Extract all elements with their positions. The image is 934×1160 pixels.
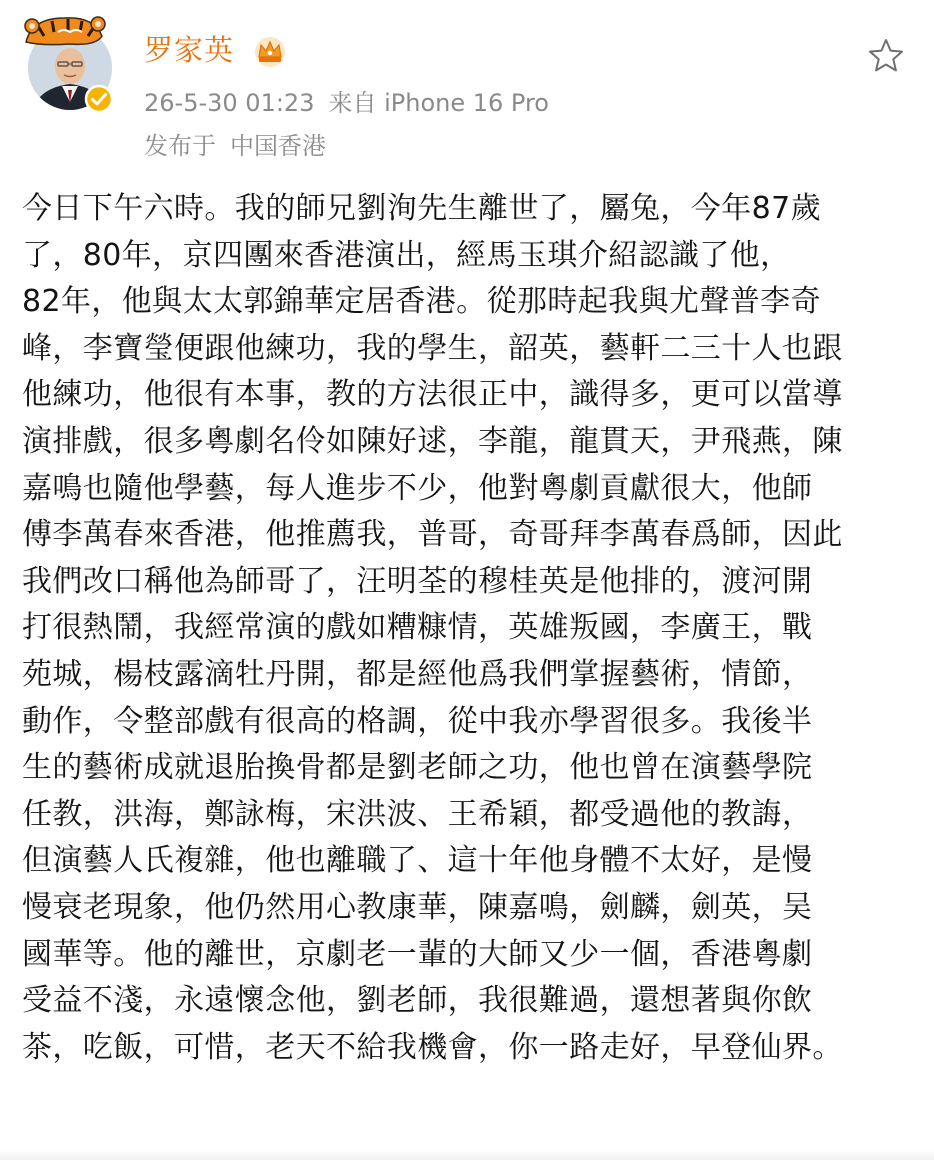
bottom-edge bbox=[0, 1150, 934, 1160]
timestamp: 26-5-30 01:23 bbox=[144, 89, 315, 117]
post-text-line: 嘉鳴也隨他學藝，每人進步不少，他對粵劇貢獻很大，他師 bbox=[22, 470, 813, 506]
post-text-line: 傅李萬春來香港，他推薦我，普哥，奇哥拜李萬春爲師，因此 bbox=[22, 517, 843, 553]
post-text-line: 慢衰老現象，他仍然用心教康華，陳嘉鳴，劍麟，劍英，吴 bbox=[22, 889, 813, 925]
post-meta-location bbox=[144, 130, 326, 162]
post-text-line: 動作，令整部戲有很高的格調，從中我亦學習很多。我後半 bbox=[22, 703, 813, 739]
post-text-line: 演排戲，很多粵劇名伶如陳好逑，李龍，龍貫天，尹飛燕，陳 bbox=[22, 423, 843, 459]
post-text-line: 但演藝人氏複雜，他也離職了、這十年他身體不太好，是慢 bbox=[22, 843, 813, 879]
location-prefix: 发布于 bbox=[144, 132, 216, 160]
post-text-line: 他練功，他很有本事，教的方法很正中，識得多，更可以當導 bbox=[22, 377, 843, 413]
post-text-line: 我們改口稱他為師哥了，汪明荃的穆桂英是他排的，渡河開 bbox=[22, 563, 813, 599]
post-text-line: 國華等。他的離世，京劇老一輩的大師又少一個，香港粵劇 bbox=[22, 936, 813, 972]
post-text-line: 苑城，楊枝露滴牡丹開，都是經他爲我們掌握藝術，情節， bbox=[22, 656, 813, 692]
post-text-line: 峰，李寶瑩便跟他練功，我的學生，韶英，藝軒二三十人也跟 bbox=[22, 330, 843, 366]
post-text-line: 今日下午六時。我的師兄劉洵先生離世了，屬兔，今年87歲 bbox=[22, 191, 821, 226]
post-text-line: 了，80年，京四團來香港演出，經馬玉琪介紹認識了他， bbox=[22, 237, 791, 273]
post-text-line: 茶，吃飯，可惜，老天不給我機會，你一路走好，早登仙界。 bbox=[22, 1029, 843, 1065]
post-text-line: 82年，他與太太郭錦華定居香港。從那時起我與尤聲普李奇 bbox=[22, 284, 821, 320]
author-name[interactable]: 罗家英 bbox=[144, 33, 235, 67]
star-outline-icon bbox=[866, 36, 906, 76]
location: 中国香港 bbox=[230, 132, 326, 160]
post-text-line: 任教，洪海，鄭詠梅，宋洪波、王希穎，都受過他的教誨， bbox=[22, 796, 813, 832]
crown-badge-icon[interactable] bbox=[252, 34, 288, 68]
post-text-line: 生的藝術成就退胎換骨都是劉老師之功，他也曾在演藝學院 bbox=[22, 750, 813, 786]
post-text-line: 受益不淺，永遠懷念他，劉老師，我很難過，還想著與你飲 bbox=[22, 983, 813, 1019]
post-body bbox=[22, 186, 914, 1071]
post-text-line: 打很熱鬧，我經常演的戲如糟糠情，英雄叛國，李廣王，戰 bbox=[22, 610, 813, 646]
verified-badge-icon bbox=[84, 84, 114, 114]
post-meta-time bbox=[144, 87, 549, 119]
favorite-star-button[interactable] bbox=[866, 36, 906, 76]
post-source[interactable]: 来自 iPhone 16 Pro bbox=[328, 89, 549, 117]
